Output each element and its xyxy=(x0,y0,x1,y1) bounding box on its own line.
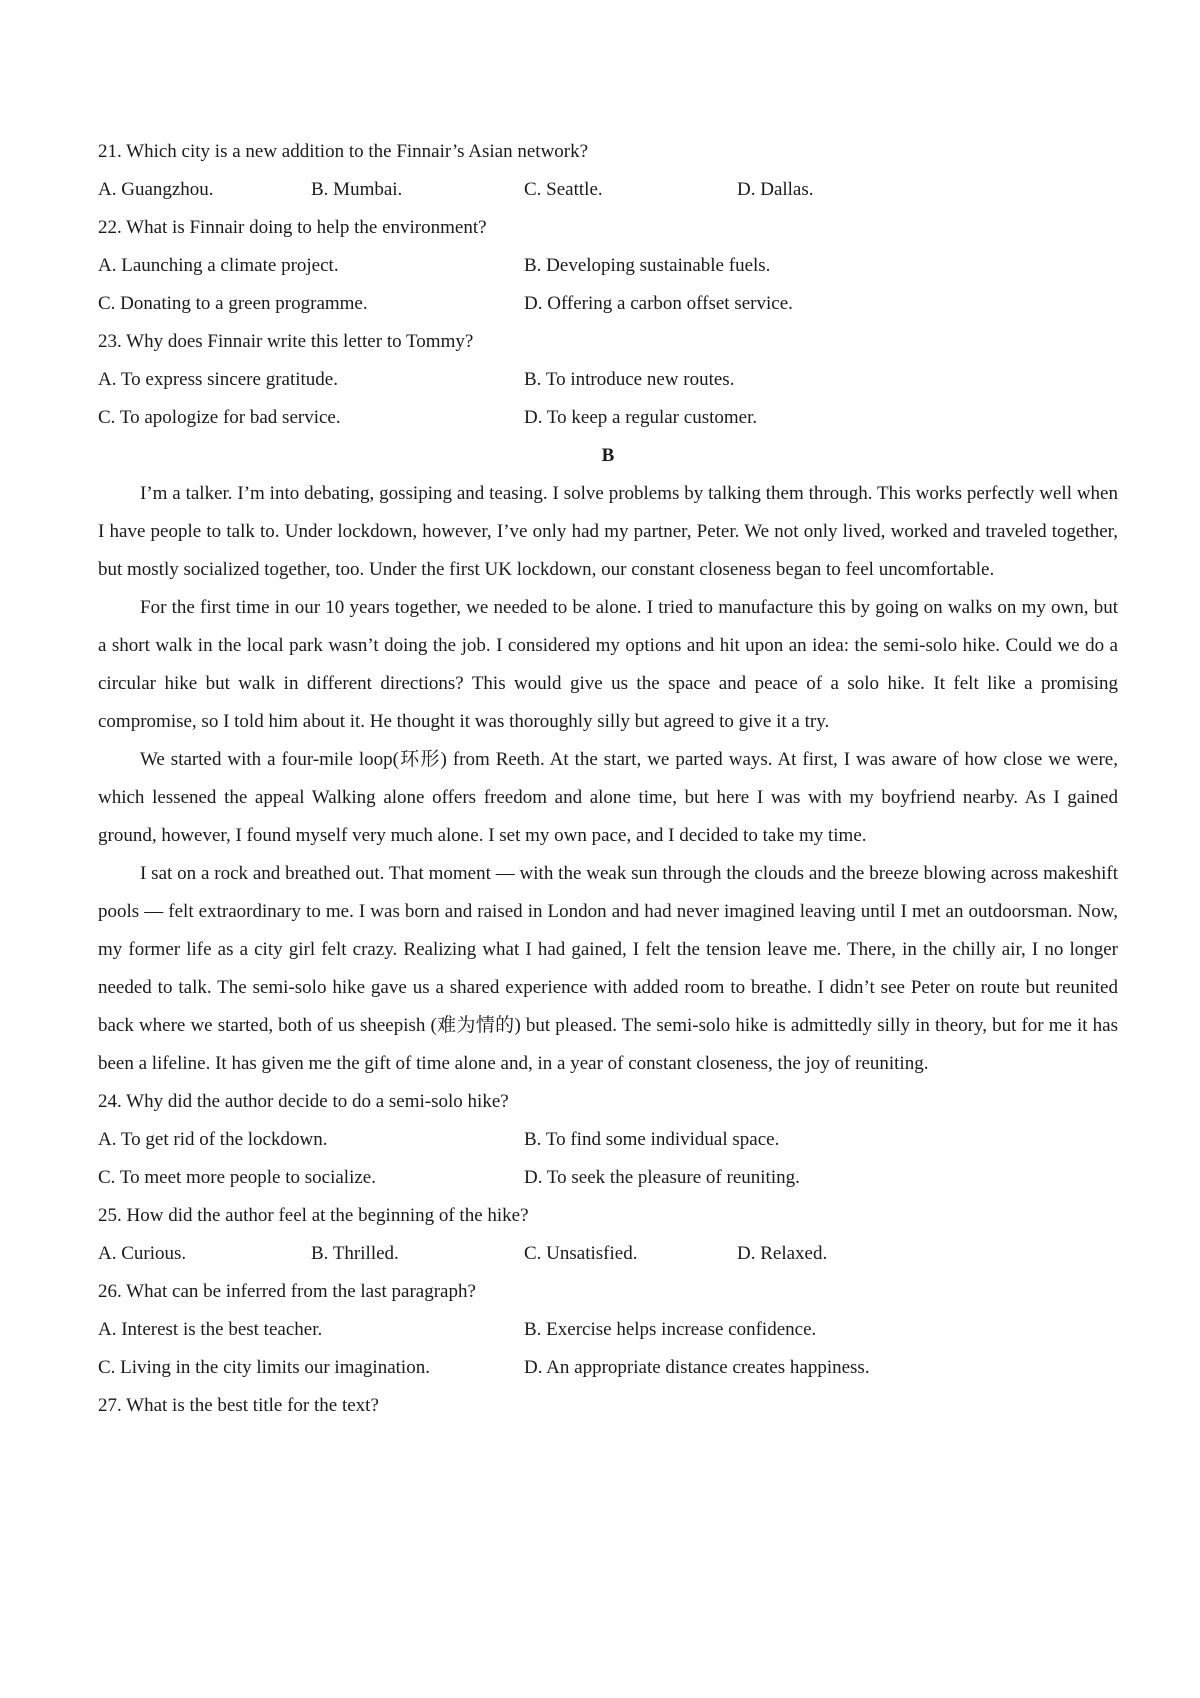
question-22-options-row2 xyxy=(98,285,1118,323)
option-23-d: D. To keep a regular customer. xyxy=(524,407,758,428)
passage-paragraph-1: I’m a talker. I’m into debating, gossiping and teasing. I solve problems by talking them through. This works perfectly well when I have people to talk to. Under lockdown, however, I’ve only had my partner, Peter. We not only lived, worked and traveled together, but mostly socialized together, too. Under the first UK lockdown, our constant closeness began to feel uncomfortable. xyxy=(98,483,1118,580)
option-25-b: B. Thrilled. xyxy=(311,1243,399,1264)
question-21-options xyxy=(98,171,1118,209)
passage-paragraph-3: We started with a four-mile loop(环形) from Reeth. At the start, we parted ways. At first, I was aware of how close we were, which lessened the appeal Walking alone offers freedom and alone time, but here I was with my boyfriend nearby. As I gained ground, however, I found myself very much alone. I set my own pace, and I decided to take my time. xyxy=(98,749,1118,846)
option-23-c: C. To apologize for bad service. xyxy=(98,407,341,428)
question-22-options-row1 xyxy=(98,247,1118,285)
option-26-c: C. Living in the city limits our imagination. xyxy=(98,1357,430,1378)
option-25-a: A. Curious. xyxy=(98,1243,187,1264)
option-22-a: A. Launching a climate project. xyxy=(98,255,339,276)
option-24-d: D. To seek the pleasure of reuniting. xyxy=(524,1167,800,1188)
option-22-b: B. Developing sustainable fuels. xyxy=(524,255,771,276)
option-26-b: B. Exercise helps increase confidence. xyxy=(524,1319,817,1340)
option-26-a: A. Interest is the best teacher. xyxy=(98,1319,323,1340)
question-24-options-row1 xyxy=(98,1121,1118,1159)
option-21-d: D. Dallas. xyxy=(737,179,814,200)
question-24-options-row2 xyxy=(98,1159,1118,1197)
option-22-d: D. Offering a carbon offset service. xyxy=(524,293,793,314)
option-21-b: B. Mumbai. xyxy=(311,179,403,200)
question-27-stem: 27. What is the best title for the text? xyxy=(98,1395,379,1416)
option-24-a: A. To get rid of the lockdown. xyxy=(98,1129,328,1150)
option-25-d: D. Relaxed. xyxy=(737,1243,828,1264)
question-23-options-row1 xyxy=(98,361,1118,399)
question-26-options-row1 xyxy=(98,1311,1118,1349)
option-26-d: D. An appropriate distance creates happiness. xyxy=(524,1357,870,1378)
question-25-options xyxy=(98,1235,1118,1273)
question-24-stem: 24. Why did the author decide to do a semi-solo hike? xyxy=(98,1091,509,1112)
question-23-options-row2 xyxy=(98,399,1118,437)
option-22-c: C. Donating to a green programme. xyxy=(98,293,368,314)
passage-paragraph-4: I sat on a rock and breathed out. That moment — with the weak sun through the clouds and the breeze blowing across makeshift pools — felt extraordinary to me. I was born and raised in London and had never imagined leaving until I met an outdoorsman. Now, my former life as a city girl felt crazy. Realizing what I had gained, I felt the tension leave me. There, in the chilly air, I no longer needed to talk. The semi-solo hike gave us a shared experience with added room to breathe. I didn’t see Peter on route but reunited back where we started, both of us sheepish (难为情的) but pleased. The semi-solo hike is admittedly silly in theory, but for me it has been a lifeline. It has given me the gift of time alone and, in a year of constant closeness, the joy of reuniting. xyxy=(98,863,1118,1074)
passage-paragraph-2: For the first time in our 10 years together, we needed to be alone. I tried to manufacture this by going on walks on my own, but a short walk in the local park wasn’t doing the job. I considered my options and hit upon an idea: the semi-solo hike. Could we do a circular hike but walk in different directions? This would give us the space and peace of a solo hike. It felt like a promising compromise, so I told him about it. He thought it was thoroughly silly but agreed to give it a try. xyxy=(98,597,1118,732)
option-24-b: B. To find some individual space. xyxy=(524,1129,780,1150)
option-21-c: C. Seattle. xyxy=(524,179,603,200)
option-21-a: A. Guangzhou. xyxy=(98,179,214,200)
question-23-stem: 23. Why does Finnair write this letter to Tommy? xyxy=(98,331,474,352)
section-b-title: B xyxy=(601,445,615,466)
question-26-stem: 26. What can be inferred from the last paragraph? xyxy=(98,1281,476,1302)
option-25-c: C. Unsatisfied. xyxy=(524,1243,638,1264)
question-26-options-row2 xyxy=(98,1349,1118,1387)
exam-page xyxy=(98,133,1118,1425)
question-25-stem: 25. How did the author feel at the beginning of the hike? xyxy=(98,1205,529,1226)
question-21-stem: 21. Which city is a new addition to the Finnair’s Asian network? xyxy=(98,141,589,162)
option-23-b: B. To introduce new routes. xyxy=(524,369,735,390)
question-22-stem: 22. What is Finnair doing to help the environment? xyxy=(98,217,487,238)
option-23-a: A. To express sincere gratitude. xyxy=(98,369,338,390)
option-24-c: C. To meet more people to socialize. xyxy=(98,1167,376,1188)
